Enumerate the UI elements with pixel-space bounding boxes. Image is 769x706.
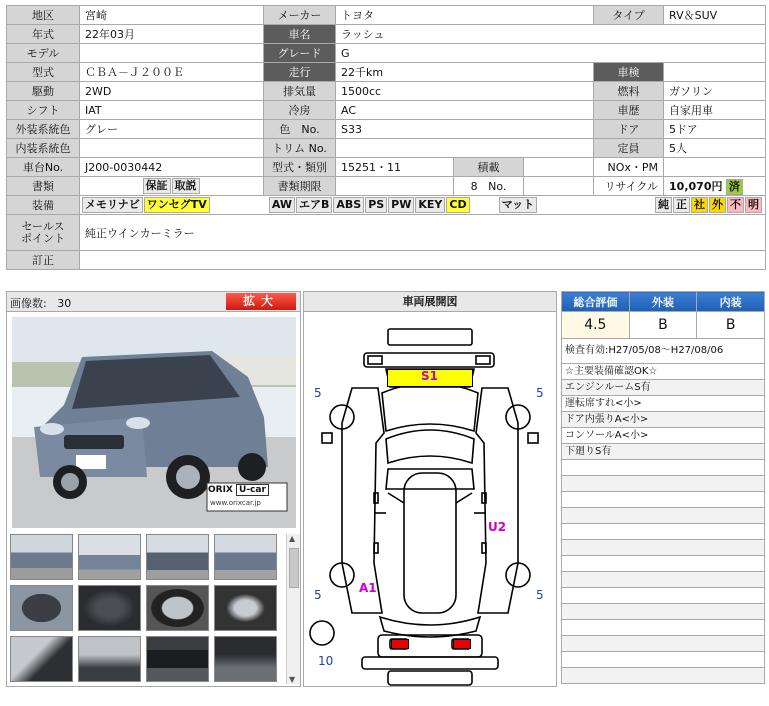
displacement-label: 排気量 — [264, 82, 336, 101]
total-grade-value: 4.5 — [562, 312, 630, 339]
drive-value: 2WD — [80, 82, 264, 101]
scroll-thumb[interactable] — [289, 548, 299, 588]
note-row — [561, 524, 765, 540]
name-label: 車名 — [264, 25, 336, 44]
sales-value: 純正ウインカーミラー — [80, 215, 766, 251]
main-car-photo[interactable] — [12, 317, 296, 528]
form-label: 型式 — [7, 63, 80, 82]
thumbnail-scrollbar[interactable] — [286, 534, 300, 684]
doc-warranty-tag: 保証 — [143, 178, 171, 194]
thumbnail[interactable] — [214, 636, 277, 682]
note-row — [561, 604, 765, 620]
equip-mid — [269, 197, 471, 213]
note-row — [561, 668, 765, 684]
recycle-value: 10,070円 — [669, 179, 723, 193]
maker-value: トヨタ — [336, 6, 594, 25]
fuel-value: ガソリン — [664, 82, 766, 101]
note-row: 運転席すれ<小> — [561, 396, 765, 412]
scroll-up-icon[interactable]: ▲ — [289, 534, 296, 543]
load-value — [524, 158, 594, 177]
doc-deadline-value — [336, 177, 454, 196]
note-row — [561, 540, 765, 556]
nox-label: NOx・PM — [594, 158, 664, 177]
capacity-label: 定員 — [594, 139, 664, 158]
int-color-value — [80, 139, 264, 158]
note-row — [561, 460, 765, 476]
recycle-cell — [664, 177, 766, 196]
grade-label: グレード — [264, 44, 336, 63]
note-row — [561, 508, 765, 524]
image-header — [7, 292, 300, 312]
displacement-value: 1500cc — [336, 82, 594, 101]
capacity-value: 5人 — [664, 139, 766, 158]
note-row — [561, 620, 765, 636]
fuel-label: 燃料 — [594, 82, 664, 101]
history-label: 車歴 — [594, 101, 664, 120]
equip-tag: エアB — [296, 197, 332, 213]
tire-rl-num: 5 — [314, 588, 322, 602]
equip-right — [655, 197, 763, 213]
equip-tag: KEY — [415, 197, 445, 213]
equip-tag: ワンセグTV — [144, 197, 210, 213]
ac-value: AC — [336, 101, 594, 120]
equip-label: 装備 — [7, 196, 80, 215]
equip-tag: PW — [388, 197, 414, 213]
equip-tag: ABS — [333, 197, 364, 213]
name-value: ラッシュ — [336, 25, 766, 44]
equip-tag: 明 — [745, 197, 762, 213]
tire-fl-num: 5 — [314, 386, 322, 400]
note-row: コンソールA<小> — [561, 428, 765, 444]
equip-tag: CD — [446, 197, 469, 213]
equip-tag: マット — [499, 197, 538, 213]
color-no-label: 色 No. — [264, 120, 336, 139]
nox-value — [664, 158, 766, 177]
total-grade-label: 総合評価 — [562, 292, 630, 312]
docs-label: 書類 — [7, 177, 80, 196]
inspection-value — [664, 63, 766, 82]
equip-left — [82, 197, 211, 213]
mark-a1: A1 — [359, 581, 377, 595]
docs-value — [80, 177, 264, 196]
thumbnail[interactable] — [10, 534, 73, 580]
grade-value: G — [336, 44, 766, 63]
doc-num: 8 — [470, 179, 478, 193]
note-row — [561, 476, 765, 492]
diagram-title: 車両展開図 — [304, 292, 556, 312]
equip-tag: 社 — [691, 197, 708, 213]
sales-label: セールス ポイント — [7, 215, 80, 251]
inspection-label: 車検 — [594, 63, 664, 82]
ext-color-value: グレー — [80, 120, 264, 139]
history-value: 自家用車 — [664, 101, 766, 120]
ext-grade-value: B — [629, 312, 697, 339]
mark-u2: U2 — [488, 520, 507, 534]
mileage-value: 22千km — [336, 63, 594, 82]
note-row — [561, 556, 765, 572]
int-grade-label: 内装 — [697, 292, 765, 312]
type-label: タイプ — [594, 6, 664, 25]
doc-deadline-label: 書類期限 — [264, 177, 336, 196]
vehicle-diagram-panel — [303, 291, 557, 687]
thumbnail[interactable] — [146, 585, 209, 631]
year-label: 年式 — [7, 25, 80, 44]
zoom-button[interactable]: 拡大 — [226, 293, 296, 310]
grade-table — [561, 291, 765, 339]
thumbnail-grid — [10, 534, 285, 684]
category-value: 15251・11 — [336, 158, 454, 177]
equipment-cell — [80, 196, 766, 215]
color-no-value: S33 — [336, 120, 594, 139]
mileage-label: 走行 — [264, 63, 336, 82]
orix-logo: ORIX U-car — [208, 485, 269, 495]
int-grade-value: B — [697, 312, 765, 339]
note-row: 下廻りS有 — [561, 444, 765, 460]
category-label: 型式・類別 — [264, 158, 336, 177]
note-row: ☆主要装備確認OK☆ — [561, 364, 765, 380]
tire-rr-num: 5 — [536, 588, 544, 602]
drive-label: 駆動 — [7, 82, 80, 101]
doc-manual-tag: 取説 — [172, 178, 200, 194]
correction-label: 訂正 — [7, 251, 80, 270]
thumbnail[interactable] — [146, 636, 209, 682]
model-label: モデル — [7, 44, 80, 63]
thumbnail[interactable] — [214, 534, 277, 580]
chassis-value: J200-0030442 — [80, 158, 264, 177]
equip-tag: AW — [269, 197, 295, 213]
doc-num-cell — [454, 177, 524, 196]
shift-value: IAT — [80, 101, 264, 120]
region-value: 宮崎 — [80, 6, 264, 25]
shift-label: シフト — [7, 101, 80, 120]
equip-tag: 不 — [727, 197, 744, 213]
red-mark-right — [453, 639, 471, 649]
ac-label: 冷房 — [264, 101, 336, 120]
spare-tire-num: 10 — [318, 654, 334, 668]
model-value — [80, 44, 264, 63]
ext-color-label: 外装系統色 — [7, 120, 80, 139]
thumbnail[interactable] — [10, 585, 73, 631]
mark-s1: S1 — [421, 369, 438, 383]
doc-num-value — [524, 177, 594, 196]
recycle-label: リサイクル — [594, 177, 664, 196]
type-value: RV＆SUV — [664, 6, 766, 25]
equip-tag: 純 — [655, 197, 672, 213]
doc-num-label: No. — [488, 179, 507, 193]
equip-mat — [499, 197, 539, 213]
note-row — [561, 492, 765, 508]
spec-table — [6, 5, 766, 270]
equip-tag: 正 — [673, 197, 690, 213]
note-row: ドア内張りA<小> — [561, 412, 765, 428]
recycle-badge: 済 — [726, 179, 743, 195]
equipment-tags — [82, 196, 763, 214]
scroll-down-icon[interactable]: ▼ — [289, 675, 296, 684]
equip-tag: メモリナビ — [82, 197, 143, 213]
thumbnail[interactable] — [78, 585, 141, 631]
thumbnail[interactable] — [78, 636, 141, 682]
red-mark-left — [391, 639, 409, 649]
notes-list — [561, 364, 765, 684]
tire-fr-num: 5 — [536, 386, 544, 400]
image-count: 画像数: 30 — [10, 297, 72, 310]
form-value: ＣＢＡ－Ｊ２００Ｅ — [80, 63, 264, 82]
note-row — [561, 652, 765, 668]
note-row — [561, 572, 765, 588]
int-color-label: 内装系統色 — [7, 139, 80, 158]
door-label: ドア — [594, 120, 664, 139]
inspection-validity: 検査有効:H27/05/08～H27/08/06 — [561, 339, 765, 364]
ext-grade-label: 外装 — [629, 292, 697, 312]
thumbnail[interactable] — [10, 636, 73, 682]
door-value: 5ドア — [664, 120, 766, 139]
thumbnail[interactable] — [146, 534, 209, 580]
trim-value — [336, 139, 594, 158]
equip-tag: 外 — [709, 197, 726, 213]
note-row: エンジンルームS有 — [561, 380, 765, 396]
correction-value — [80, 251, 766, 270]
thumbnail[interactable] — [214, 585, 277, 631]
region-label: 地区 — [7, 6, 80, 25]
equip-tag: PS — [365, 197, 387, 213]
thumbnail[interactable] — [78, 534, 141, 580]
year-value: 22年03月 — [80, 25, 264, 44]
orix-url: www.orixcar.jp — [210, 499, 261, 507]
trim-label: トリム No. — [264, 139, 336, 158]
maker-label: メーカー — [264, 6, 336, 25]
load-label: 積載 — [454, 158, 524, 177]
chassis-label: 車台No. — [7, 158, 80, 177]
note-row — [561, 636, 765, 652]
grade-panel — [561, 291, 765, 687]
car-photo-image — [12, 317, 296, 528]
note-row — [561, 588, 765, 604]
image-panel — [6, 291, 301, 687]
